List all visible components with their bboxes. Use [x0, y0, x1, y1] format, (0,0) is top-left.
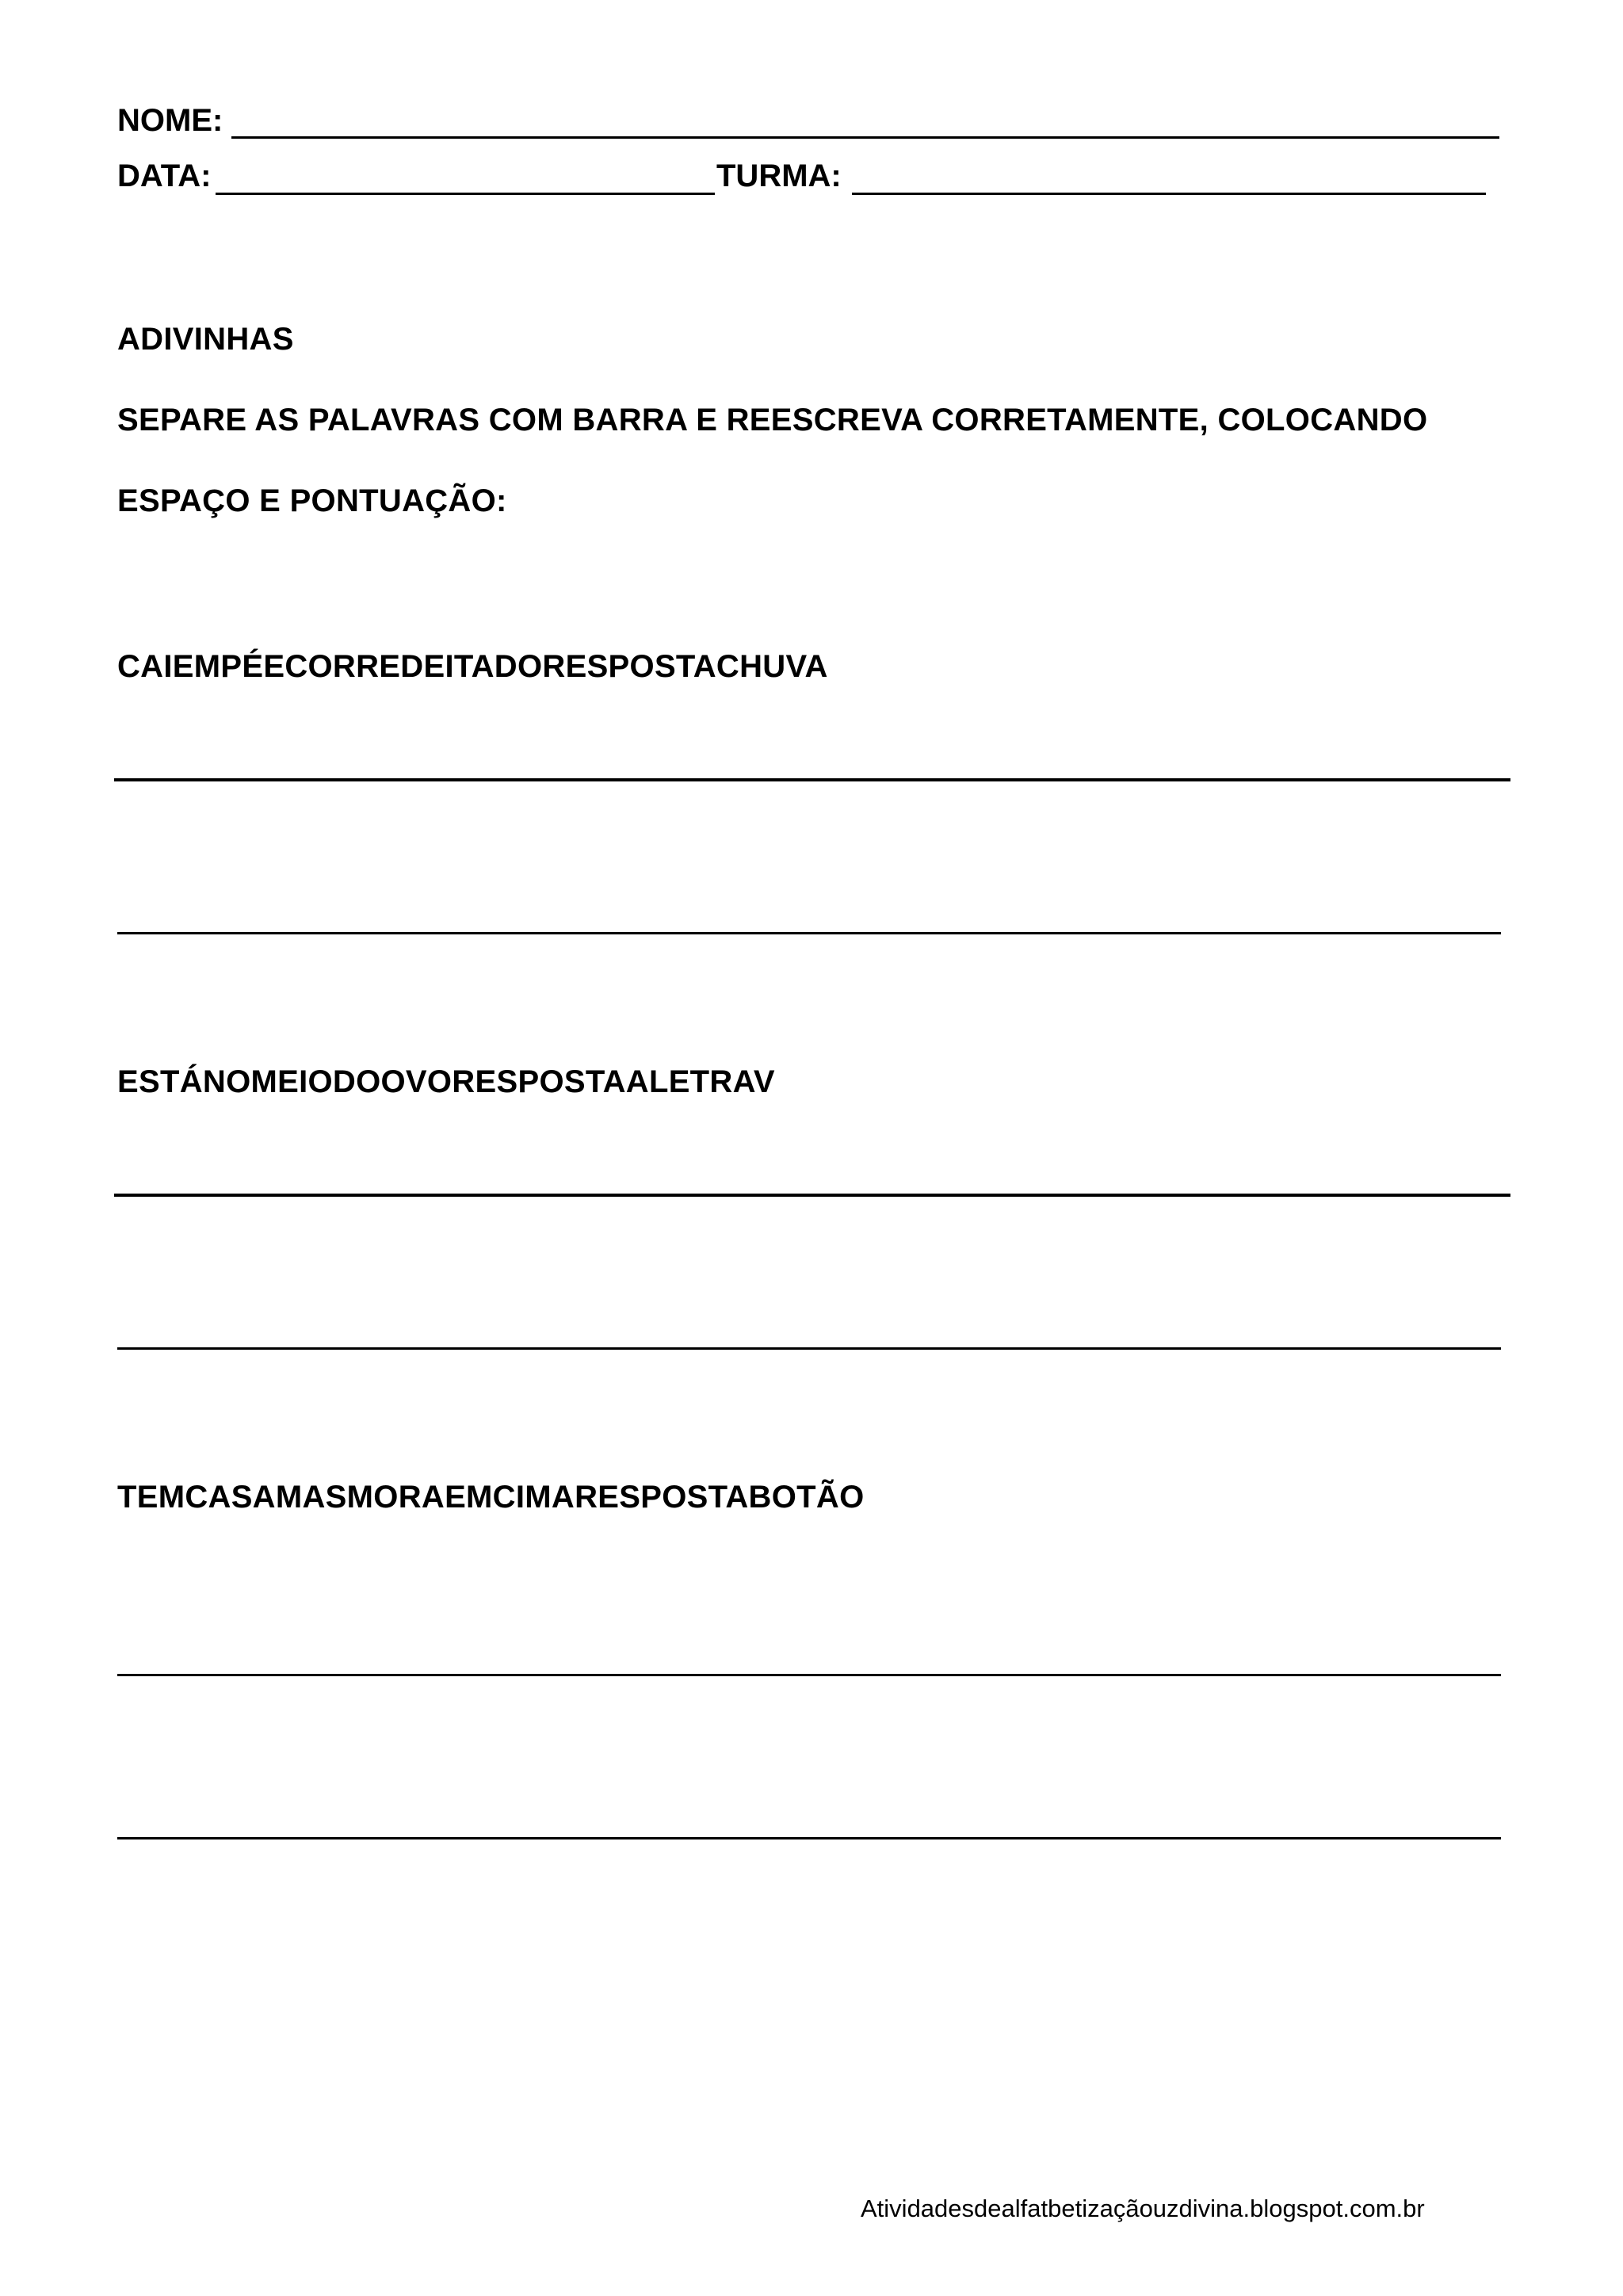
riddle-2-text: ESTÁNOMEIODOOVORESPOSTAALETRAV — [117, 1064, 775, 1099]
riddle-3-answer-line-2[interactable] — [117, 1837, 1501, 1839]
class-field-line[interactable] — [852, 193, 1486, 195]
class-label: TURMA: — [716, 159, 842, 193]
riddle-3-answer-line-1[interactable] — [117, 1674, 1501, 1676]
riddle-1-text: CAIEMPÉECORREDEITADORESPOSTACHUVA — [117, 649, 828, 684]
riddle-3-text: TEMCASAMASMORAEMCIMARESPOSTABOTÃO — [117, 1480, 865, 1515]
riddle-1-answer-line-1[interactable] — [114, 778, 1510, 781]
date-field-line[interactable] — [216, 193, 715, 195]
instruction-line-1: SEPARE AS PALAVRAS COM BARRA E REESCREVA CORRETAMENTE, COLOCANDO — [117, 403, 1428, 437]
instruction-line-2: ESPAÇO E PONTUAÇÃO: — [117, 483, 507, 518]
riddle-1-answer-line-2[interactable] — [117, 932, 1501, 934]
riddle-2-answer-line-1[interactable] — [114, 1194, 1510, 1197]
date-label: DATA: — [117, 159, 212, 193]
riddle-2-answer-line-2[interactable] — [117, 1347, 1501, 1350]
section-title: ADIVINHAS — [117, 322, 294, 357]
name-label: NOME: — [117, 103, 223, 138]
name-field-line[interactable] — [231, 136, 1499, 139]
footer-source-text: Atividadesdealfatbetizaçãouzdivina.blogspot.com.br — [861, 2195, 1425, 2222]
